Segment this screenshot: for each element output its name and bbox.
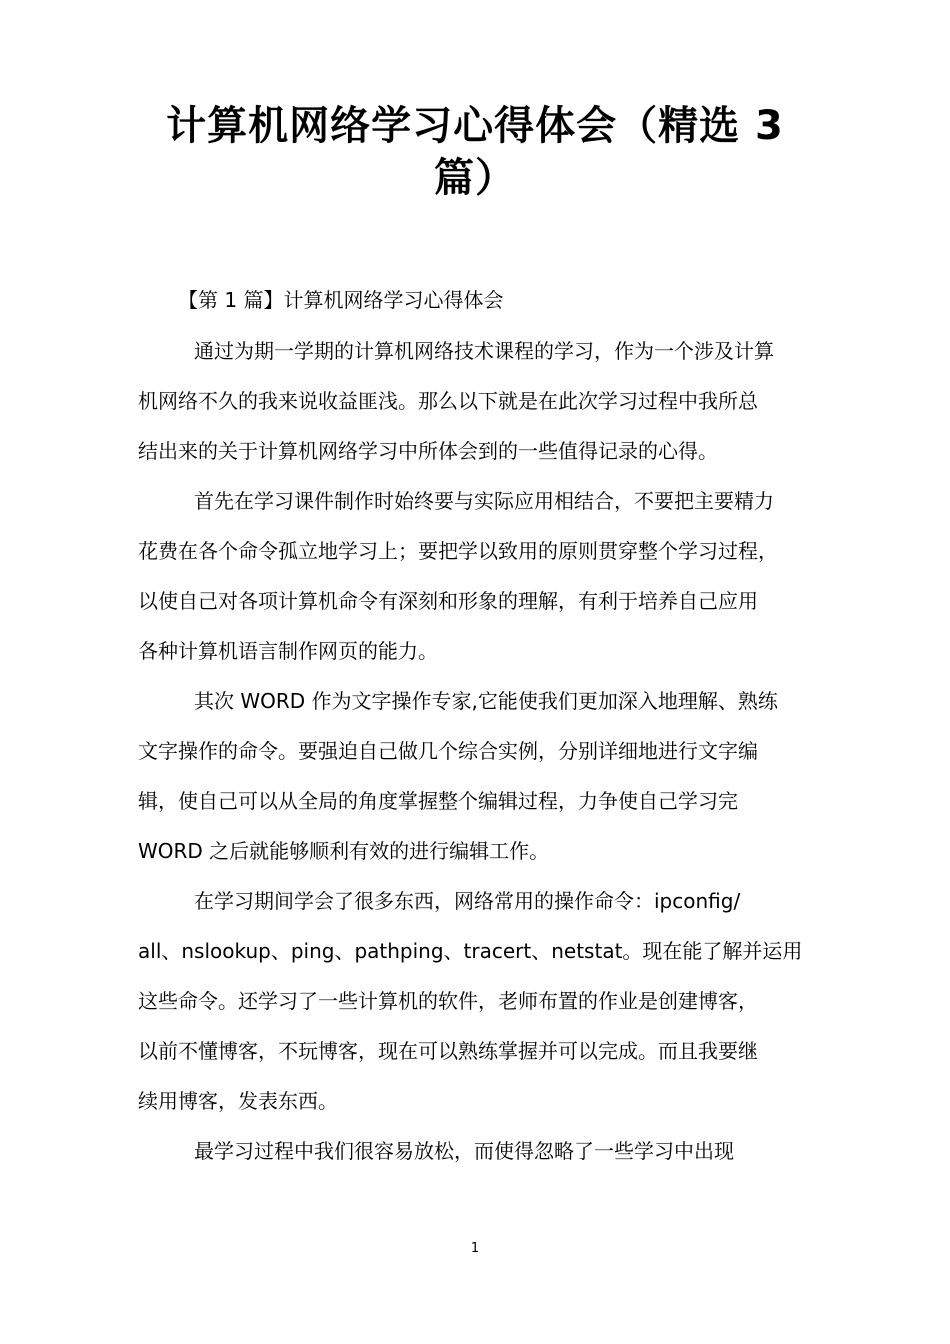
section-heading: 【第 1 篇】计算机网络学习心得体会	[178, 288, 504, 312]
paragraph-line: 最学习过程中我们很容易放松，而使得忽略了一些学习中出现	[194, 1139, 734, 1163]
document-title: 计算机网络学习心得体会（精选 3 篇）	[166, 103, 784, 201]
paragraph-line: 这些命令。还学习了一些计算机的软件，老师布置的作业是创建博客，	[138, 989, 758, 1013]
paragraph-line: 辑，使自己可以从全局的角度掌握整个编辑过程，力争使自己学习完	[138, 789, 738, 813]
paragraph-line: 在学习期间学会了很多东西，网络常用的操作命令：ipconfig/	[194, 889, 741, 913]
body-text	[138, 338, 828, 1188]
paragraph-line: 续用博客，发表东西。	[138, 1089, 338, 1113]
page-number: 1	[470, 1241, 480, 1256]
paragraph-line: WORD 之后就能够顺利有效的进行编辑工作。	[138, 839, 550, 863]
paragraph-line: 花费在各个命令孤立地学习上；要把学以致用的原则贯穿整个学习过程，	[138, 539, 778, 563]
paragraph-line: 通过为期一学期的计算机网络技术课程的学习，作为一个涉及计算	[194, 339, 774, 363]
paragraph-line: 结出来的关于计算机网络学习中所体会到的一些值得记录的心得。	[138, 439, 718, 463]
paragraph-line: 各种计算机语言制作网页的能力。	[138, 639, 438, 663]
paragraph-line: 以前不懂博客，不玩博客，现在可以熟练掌握并可以完成。而且我要继	[138, 1039, 758, 1063]
paragraph-line: 文字操作的命令。要强迫自己做几个综合实例，分别详细地进行文字编	[138, 739, 758, 763]
paragraph-line: 其次 WORD 作为文字操作专家,它能使我们更加深入地理解、熟练	[194, 689, 778, 713]
paragraph-line: 机网络不久的我来说收益匪浅。那么以下就是在此次学习过程中我所总	[138, 389, 758, 413]
paragraph-line: all、nslookup、ping、pathping、tracert、netstat。现在能了解并运用	[138, 939, 803, 963]
paragraph-line: 以使自己对各项计算机命令有深刻和形象的理解，有利于培养自己应用	[138, 589, 758, 613]
paragraph-line: 首先在学习课件制作时始终要与实际应用相结合，不要把主要精力	[194, 489, 774, 513]
